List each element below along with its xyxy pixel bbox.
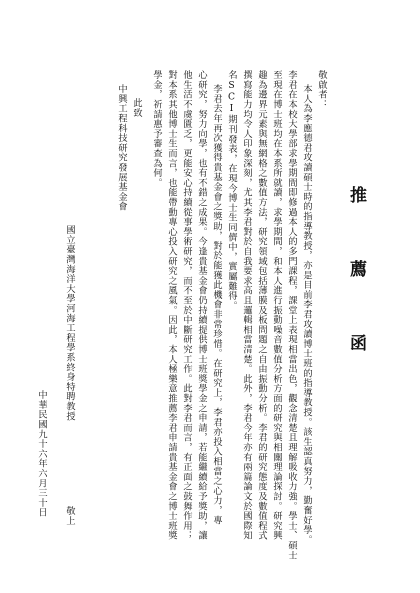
body-line-11: 學金，祈請惠予審查為何。 [151, 70, 162, 188]
body-line-4: 趣為邊界元素與無網格之數值方法，研究領域包括薄膜及板問題之自由振動分析。李君的研究態度及數值程式 [256, 70, 267, 541]
signature-date: 中華民國九十六年六月三十日 [36, 390, 47, 518]
body-line-7: 李君去年再次獲得貴基金會之獎助，對於能獲此機會非常珍惜。在研究上，李君亦投入相當之心力，專 [211, 84, 222, 525]
body-line-1: 本人為李應德君攻讀碩士時的指導教授，亦是目前李君攻讀博士班的指導教授。該生認真努力，勤奮好學。 [301, 84, 312, 545]
body-line-10: 對本系其他博士生而言，也能帶動專心投入研究之風氣。因此，本人極樂意推薦李君申請貴基金會之博士班獎 [166, 70, 177, 541]
signature-institution: 國立臺灣海洋大學河海工程學系終身特聘教授 [64, 225, 75, 421]
body-line-3: 至現在博士班均在本系所就讀，求學期間，和本人進行振動噪音數值分析方面的研究與相關理論探討。研究興 [271, 70, 282, 541]
title-char-1: 推 [350, 186, 367, 206]
title-char-3: 函 [350, 334, 367, 354]
body-line-6: 名SCI期刊發表，在現今博士生同儕中，實屬難得。 [226, 70, 237, 311]
closing-recipient: 中興工程科技研究發展基金會 [116, 84, 127, 212]
closing-ci: 此致 [131, 98, 142, 118]
body-line-5: 撰寫能力均令人印象深刻，尤其李君對於自我要求高且邏輯相當清楚。此外，李君今年亦有兩篇論文於國際知 [241, 70, 252, 541]
signature-sign-off: 敬上 [64, 506, 75, 526]
body-line-8: 心研究，努力向學，也有不錯之成果。今逢貴基金會仍持續提供博士班獎學金之申請，若能繼續給予獎助，讓 [196, 70, 207, 541]
salutation: 敬啟者： [316, 70, 327, 110]
body-line-9: 他生活不虞匱乏，更能安心持續從事學術研究，而不至於中斷研究工作。此對李君而言，有正面之鼓舞作用； [181, 70, 192, 541]
title-char-2: 薦 [350, 260, 367, 280]
body-line-2: 李君在本校大學部求學期間即修過本人的多門課程，課堂上表現相當出色，觀念清楚且理解吸收力強。學士、碩士 [286, 70, 297, 560]
